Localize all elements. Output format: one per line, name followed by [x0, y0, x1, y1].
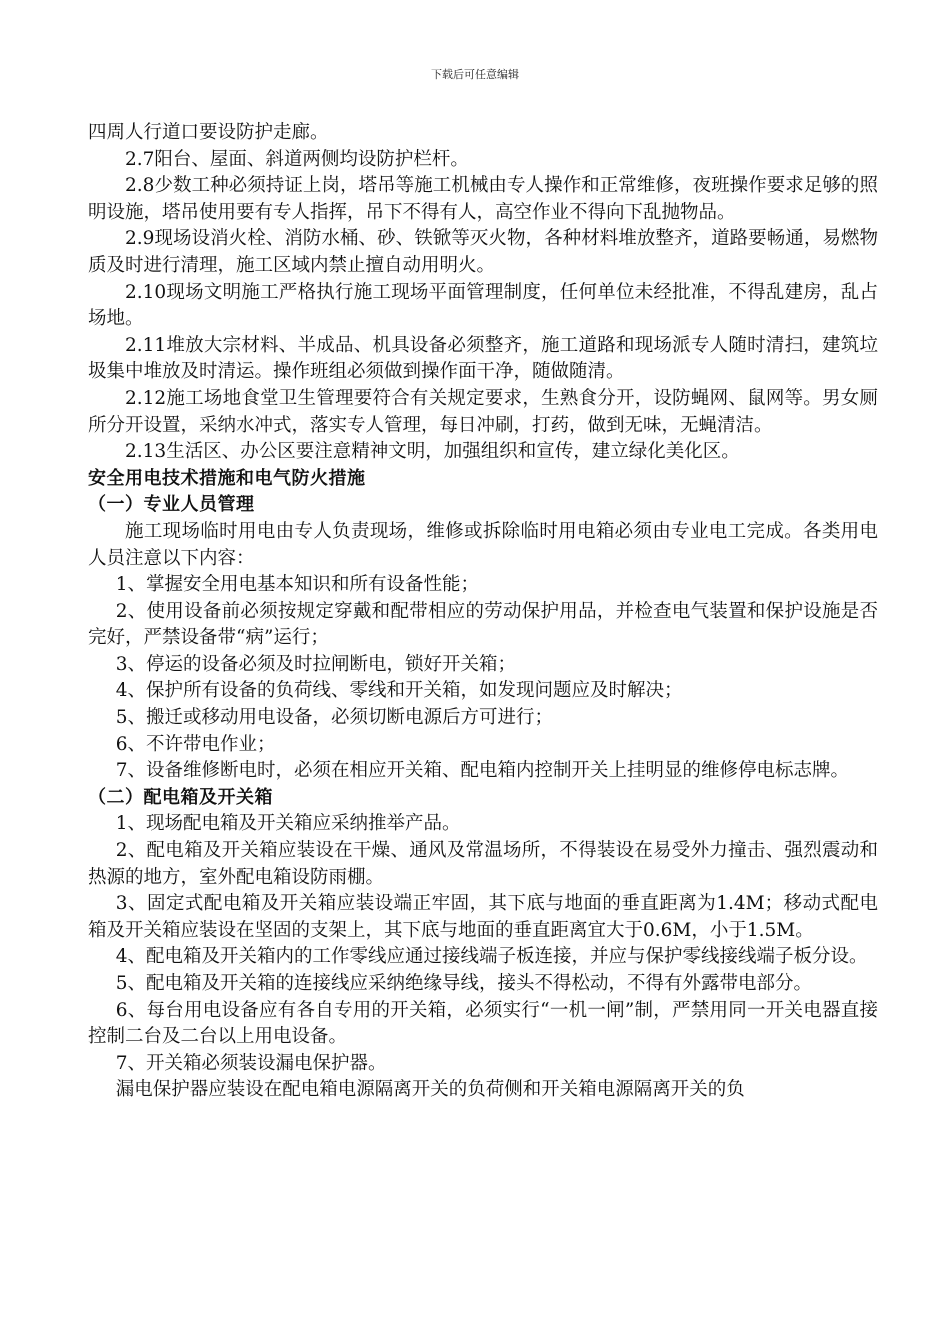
paragraph: 1、掌握安全用电基本知识和所有设备性能；	[115, 574, 480, 596]
paragraph: 2.13生活区、办公区要注意精神文明，加强组织和宣传，建立绿化美化区。	[125, 441, 740, 463]
paragraph: 6、不许带电作业；	[115, 733, 276, 755]
paragraph: 1、现场配电箱及开关箱应采纳推举产品。	[115, 813, 461, 835]
paragraph: 3、停运的设备必须及时拉闸断电，锁好开关箱；	[115, 653, 517, 675]
paragraph: 2.8少数工种必须持证上岗，塔吊等施工机械由专人操作和正常维修，夜班操作要求足够的照明设施，塔吊使用要有专人指挥，吊下不得有人，高空作业不得向下乱抛物品。	[88, 175, 878, 223]
paragraph: 3、固定式配电箱及开关箱应装设端正牢固，其下底与地面的垂直距离为1.4M；移动式配电箱及开关箱应装设在坚固的支架上，其下底与地面的垂直距离宜大于0.6M，小于1.5M。	[88, 893, 878, 941]
paragraph: 6、每台用电设备应有各自专用的开关箱，必须实行“一机一闸”制，严禁用同一开关电器直接控制二台及二台以上用电设备。	[88, 999, 878, 1048]
section-heading: 安全用电技术措施和电气防火措施	[88, 467, 366, 489]
paragraph: 5、配电箱及开关箱的连接线应采纳绝缘导线，接头不得松动，不得有外露带电部分。	[115, 973, 813, 994]
paragraph: 2.10现场文明施工严格执行施工现场平面管理制度，任何单位未经批准，不得乱建房，乱占场地。	[88, 281, 878, 330]
paragraph: 2.11堆放大宗材料、半成品、机具设备必须整齐，施工道路和现场派专人随时清扫，建筑垃圾集中堆放及时清运。操作班组必须做到操作面干净，随做随清。	[88, 334, 878, 383]
paragraph: 2、使用设备前必须按规定穿戴和配带相应的劳动保护用品，并检查电气装置和保护设施是否完好，严禁设备带“病”运行；	[88, 600, 878, 649]
paragraph: 施工现场临时用电由专人负责现场，维修或拆除临时用电箱必须由专业电工完成。各类用电人员注意以下内容：	[88, 520, 878, 569]
paragraph: 5、搬迁或移动用电设备，必须切断电源后方可进行；	[115, 707, 554, 729]
paragraph: 四周人行道口要设防护走廊。	[88, 122, 329, 143]
page-header: 下载后可任意编辑	[431, 68, 519, 81]
paragraph: 4、配电箱及开关箱内的工作零线应通过接线端子板连接，并应与保护零线接线端子板分设。	[115, 946, 868, 968]
paragraph: 2、配电箱及开关箱应装设在干燥、通风及常温场所，不得装设在易受外力撞击、强烈震动和热源的地方，室外配电箱设防雨棚。	[88, 840, 878, 888]
document-body	[88, 120, 878, 1104]
paragraph: 2.12施工场地食堂卫生管理要符合有关规定要求，生熟食分开，设防蝇网、鼠网等。男女厕所分开设置，采纳水冲式，落实专人管理，每日冲刷，打药，做到无味，无蝇清洁。	[88, 387, 878, 436]
paragraph: 4、保护所有设备的负荷线、零线和开关箱，如发现问题应及时解决；	[115, 680, 683, 702]
paragraph: 漏电保护器应装设在配电箱电源隔离开关的负荷侧和开关箱电源隔离开关的负	[115, 1079, 745, 1101]
paragraph: 7、设备维修断电时，必须在相应开关箱、配电箱内控制开关上挂明显的维修停电标志牌。	[115, 760, 850, 782]
section-heading: （一）专业人员管理	[88, 494, 255, 516]
paragraph: 7、开关箱必须装设漏电保护器。	[115, 1052, 387, 1074]
section-heading: （二）配电箱及开关箱	[88, 786, 273, 808]
paragraph: 2.7阳台、屋面、斜道两侧均设防护栏杆。	[125, 148, 469, 170]
paragraph: 2.9现场设消火栓、消防水桶、砂、铁锨等灭火物，各种材料堆放整齐，道路要畅通，易燃物质及时进行清理，施工区域内禁止擅自动用明火。	[88, 228, 878, 276]
